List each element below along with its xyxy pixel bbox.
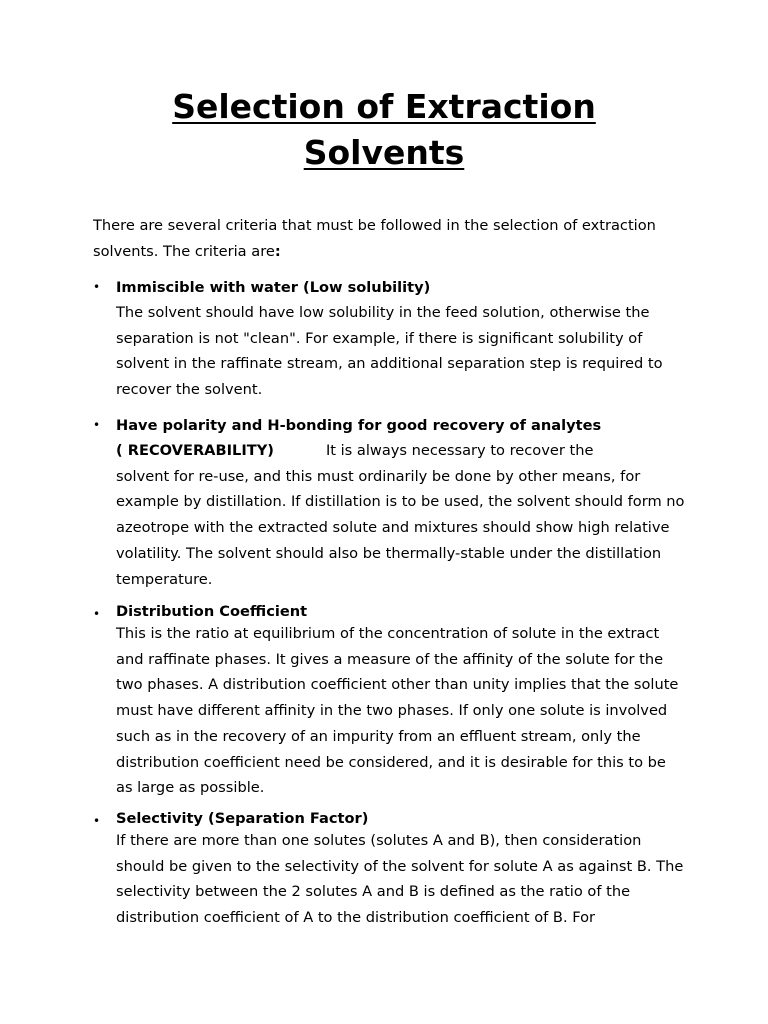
- criterion-heading: Have polarity and H-bonding for good recovery of analytes: [116, 417, 602, 434]
- criterion-body: solvent for re-use, and this must ordinarily be done by other means, for example by distillation. If distillation is to be used, the solvent should form no azeotrope with the extracted solute and mixtures should show high relative volatility. The solvent should also be thermally-stable under the distillation temperature.: [116, 467, 685, 588]
- intro-colon: :: [274, 242, 281, 260]
- criterion-subline: [116, 438, 686, 464]
- criterion-item-immiscible: [93, 275, 693, 403]
- intro-text: There are several criteria that must be followed in the selection of extraction solvents. The criteria are: [93, 217, 656, 260]
- criterion-body: The solvent should have low solubility in the feed solution, otherwise the separation is not "clean". For example, if there is significant solubility of solvent in the raffinate stream, an additional separation step is required to recover the solvent.: [116, 304, 663, 399]
- criterion-item-distribution-coefficient: [93, 602, 693, 801]
- bullet-icon: •: [93, 418, 101, 432]
- criterion-item-recoverability: [93, 413, 693, 592]
- page-title: Selection of Extraction Solvents: [172, 87, 596, 172]
- criterion-heading: Immiscible with water (Low solubility): [116, 279, 431, 296]
- criterion-body-lead: It is always necessary to recover the: [325, 442, 594, 459]
- criterion-body: This is the ratio at equilibrium of the concentration of solute in the extract and raffinate phases. It gives a measure of the affinity of the solute for the two phases. A distribution coefficient other than unity implies that the solute must have different affinity in the two phases. If only one solute is involved such as in the recovery of an impurity from an effluent stream, only the distribution coefficient need be considered, and it is desirable for this to be as large as possible.: [116, 625, 679, 797]
- criterion-heading: Selectivity (Separation Factor): [116, 810, 369, 827]
- criterion-heading: Distribution Coefficient: [116, 603, 308, 620]
- intro-paragraph: [93, 213, 693, 264]
- bullet-icon: •: [93, 814, 101, 828]
- bullet-icon: •: [93, 607, 101, 621]
- criterion-subheading: ( RECOVERABILITY): [116, 442, 274, 459]
- criterion-item-selectivity: [93, 809, 693, 931]
- criterion-body: If there are more than one solutes (solutes A and B), then consideration should be given to the selectivity of the solvent for solute A as against B. The selectivity between the 2 solutes A and B is defined as the ratio of the distribution coefficient of A to the distribution coefficient of B. For: [116, 832, 684, 927]
- bullet-icon: •: [93, 280, 101, 294]
